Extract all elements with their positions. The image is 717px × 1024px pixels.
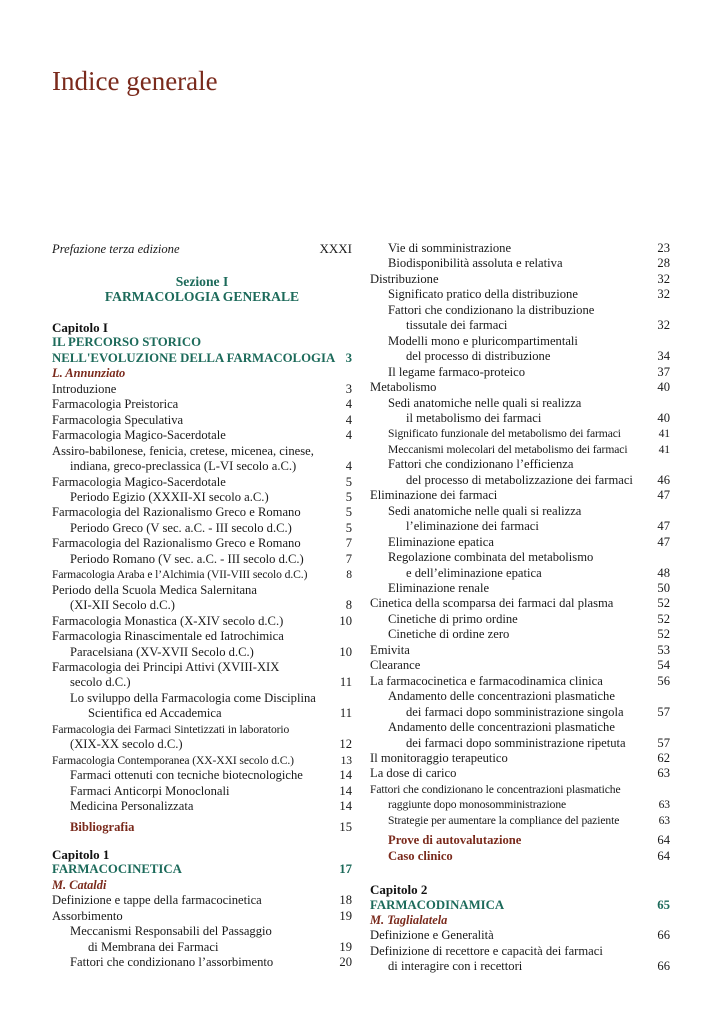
toc-entry-text: Periodo Egizio (XXXII-XI secolo a.C.) — [70, 489, 269, 504]
toc-entry — [370, 287, 670, 302]
page-number: 8 — [345, 598, 352, 613]
page-number: 5 — [345, 520, 352, 535]
toc-entry — [52, 413, 352, 428]
toc-entry — [52, 691, 352, 706]
page-number: 66 — [657, 959, 670, 974]
toc-entry-text: Andamento delle concentrazioni plasmatiche — [388, 720, 615, 735]
toc-entry — [370, 256, 670, 271]
toc-entry — [370, 241, 670, 256]
toc-entry-text: Sedi anatomiche nelle quali si realizza — [388, 395, 582, 410]
page-number: 41 — [658, 442, 670, 456]
toc-entry — [52, 924, 352, 939]
toc-entry — [52, 753, 352, 768]
toc-entry-text: Meccanismi Responsabili del Passaggio — [70, 924, 272, 939]
page-number: 14 — [339, 768, 352, 783]
toc-entry-text: Periodo Greco (V sec. a.C. - III secolo d.C.) — [70, 520, 292, 535]
page-number: 47 — [657, 519, 670, 534]
page-number: 52 — [657, 611, 670, 626]
chapter-author-text: M. Taglialatela — [370, 913, 448, 928]
toc-entry-text: Emivita — [370, 642, 410, 657]
toc-entry — [52, 552, 352, 567]
toc-entry-text: Il monitoraggio terapeutico — [370, 750, 508, 765]
toc-entry — [370, 689, 670, 704]
page-number: 32 — [657, 318, 670, 333]
page-number: 56 — [657, 673, 670, 688]
toc-entry-text: Eliminazione epatica — [388, 534, 494, 549]
toc-entry — [370, 411, 670, 426]
toc-entry-text: Lo sviluppo della Farmacologia come Disciplina — [70, 690, 316, 705]
toc-entry — [370, 303, 670, 318]
toc-entry-text: Fattori che condizionano l’assorbimento — [70, 955, 274, 970]
page-number: 19 — [339, 908, 352, 923]
page-number: 65 — [657, 897, 670, 912]
chapter-label-text: Capitolo I — [52, 320, 108, 335]
toc-entry — [52, 521, 352, 536]
toc-entry — [370, 766, 670, 781]
toc-entry-text: (XIX-XX secolo d.C.) — [70, 737, 183, 752]
toc-entry — [370, 473, 670, 488]
page-number: 4 — [345, 412, 352, 427]
toc-entry-text: Farmacologia Araba e l’Alchimia (VII-VIII secolo d.C.) — [52, 568, 308, 582]
page-number: 46 — [657, 472, 670, 487]
toc-entry — [370, 596, 670, 611]
toc-entry — [52, 660, 352, 675]
chapter-author-text: M. Cataldi — [52, 877, 107, 892]
toc-special-entry-text: Prove di autovalutazione — [388, 833, 522, 848]
page-number: 4 — [345, 428, 352, 443]
page-number: 4 — [345, 397, 352, 412]
toc-entry-text: Paracelsiana (XV-XVII Secolo d.C.) — [70, 644, 254, 659]
page-number: 19 — [339, 939, 352, 954]
toc-special-entry — [52, 820, 352, 835]
toc-entry — [52, 675, 352, 690]
toc-entry — [370, 504, 670, 519]
toc-entry-text: Medicina Personalizzata — [70, 799, 194, 814]
toc-entry-text: Farmacologia Magico-Sacerdotale — [52, 428, 226, 443]
page-number: 63 — [657, 766, 670, 781]
page-number: 12 — [339, 737, 352, 752]
chapter-title — [52, 351, 352, 366]
page-number: 47 — [657, 488, 670, 503]
toc-entry — [370, 426, 670, 441]
toc-entry-text: Regolazione combinata del metabolismo — [388, 550, 594, 565]
toc-entry-text: Significato funzionale del metabolismo dei farmaci — [388, 427, 621, 441]
toc-entry-text: Fattori che condizionano la distribuzione — [388, 302, 595, 317]
page-number: 52 — [657, 596, 670, 611]
toc-entry — [52, 722, 352, 737]
toc-entry — [370, 797, 670, 812]
page-number: 10 — [339, 613, 352, 628]
section-label-text: Sezione I — [175, 274, 229, 289]
page-number: 34 — [657, 349, 670, 364]
section-label — [52, 274, 352, 289]
toc-entry — [52, 475, 352, 490]
toc-entry — [370, 782, 670, 797]
toc-entry-text: di interagire con i recettori — [388, 959, 523, 974]
toc-entry-text: Vie di somministrazione — [388, 241, 512, 255]
toc-entry — [52, 536, 352, 551]
toc-entry-text: Introduzione — [52, 381, 117, 396]
toc-entry — [370, 581, 670, 596]
toc-entry-text: Farmacologia dei Principi Attivi (XVIII-XIX — [52, 659, 280, 674]
toc-entry — [370, 396, 670, 411]
toc-entry-text: La farmacocinetica e farmacodinamica clinica — [370, 673, 603, 688]
toc-entry-text: Clearance — [370, 658, 421, 673]
toc-entry — [52, 784, 352, 799]
page-number: 11 — [339, 675, 352, 690]
toc-entry — [52, 940, 352, 955]
toc-entry — [52, 614, 352, 629]
toc-entry — [370, 658, 670, 673]
page-number: 7 — [345, 536, 352, 551]
page-number: 63 — [658, 813, 670, 827]
page-number: 40 — [657, 410, 670, 425]
toc-entry — [52, 459, 352, 474]
chapter-title-text: IL PERCORSO STORICO — [52, 335, 202, 350]
toc-entry-text: Scientifica ed Accademica — [88, 706, 222, 721]
toc-entry-text: Significato pratico della distribuzione — [388, 287, 578, 302]
page-number: 57 — [657, 735, 670, 750]
chapter-title-text: FARMACOCINETICA — [52, 862, 182, 877]
toc-entry — [52, 909, 352, 924]
chapter-author — [52, 366, 352, 381]
page-number: 13 — [340, 753, 352, 767]
toc-entry — [52, 567, 352, 582]
toc-entry — [370, 442, 670, 457]
page-number: 18 — [339, 893, 352, 908]
page-number: 40 — [657, 380, 670, 395]
toc-entry — [370, 457, 670, 472]
page-number: 8 — [346, 568, 352, 582]
toc-entry-text: l’eliminazione dei farmaci — [406, 519, 539, 534]
page-number: XXXI — [319, 241, 352, 256]
toc-entry-text: Farmacologia Rinascimentale ed Iatrochimica — [52, 629, 284, 644]
page-number: 17 — [339, 862, 352, 877]
toc-entry — [370, 272, 670, 287]
page-number: 14 — [339, 799, 352, 814]
toc-column-left — [52, 241, 352, 971]
toc-entry-text: Biodisponibilità assoluta e relativa — [388, 256, 563, 271]
toc-entry-text: il metabolismo dei farmaci — [406, 410, 542, 425]
page-number: 63 — [658, 798, 670, 812]
page-number: 3 — [345, 381, 352, 396]
chapter-title — [52, 335, 352, 350]
page-number: 62 — [657, 750, 670, 765]
chapter-title — [370, 898, 670, 913]
toc-entry — [52, 428, 352, 443]
toc-entry — [370, 365, 670, 380]
toc-entry-text: di Membrana dei Farmaci — [88, 939, 219, 954]
chapter-label — [52, 320, 352, 335]
toc-entry-text: La dose di carico — [370, 766, 457, 781]
toc-entry — [370, 705, 670, 720]
toc-entry-text: Distribuzione — [370, 271, 439, 286]
page-number: 5 — [345, 474, 352, 489]
toc-entry-text: Farmacologia del Razionalismo Greco e Romano — [52, 505, 301, 520]
toc-entry-text: Farmacologia dei Farmaci Sintetizzati in laboratorio — [52, 722, 290, 736]
toc-entry-text: indiana, greco-preclassica (L-VI secolo a.C.) — [70, 459, 297, 474]
toc-entry — [370, 959, 670, 974]
page-number: 5 — [345, 489, 352, 504]
toc-entry-text: Periodo Romano (V sec. a.C. - III secolo d.C.) — [70, 551, 304, 566]
toc-entry-text: Farmacologia Preistorica — [52, 397, 179, 412]
toc-entry — [370, 612, 670, 627]
toc-entry-text: dei farmaci dopo somministrazione ripetuta — [406, 735, 626, 750]
toc-entry-text: Cinetiche di primo ordine — [388, 611, 518, 626]
toc-entry-text: Farmacologia Contemporanea (XX-XXI secolo d.C.) — [52, 753, 294, 767]
toc-entry — [52, 397, 352, 412]
chapter-title — [52, 862, 352, 877]
page-number: 3 — [345, 350, 352, 365]
toc-special-entry-text: Caso clinico — [388, 848, 453, 863]
preface-entry-text: Prefazione terza edizione — [52, 242, 180, 256]
chapter-author — [370, 913, 670, 928]
page-number: 28 — [657, 256, 670, 271]
page-number: 4 — [345, 459, 352, 474]
page-number: 41 — [658, 427, 670, 441]
chapter-title-text: FARMACODINAMICA — [370, 897, 505, 912]
page-number: 20 — [339, 955, 352, 970]
toc-entry-text: raggiunte dopo monosomministrazione — [388, 798, 567, 812]
toc-entry — [52, 382, 352, 397]
toc-entry-text: e dell’eliminazione epatica — [406, 565, 542, 580]
toc-entry — [370, 720, 670, 735]
toc-entry — [370, 944, 670, 959]
preface-entry — [52, 241, 352, 261]
toc-entry — [52, 737, 352, 752]
toc-entry — [52, 768, 352, 783]
toc-entry-text: tissutale dei farmaci — [406, 318, 508, 333]
page-number: 10 — [339, 644, 352, 659]
toc-entry — [370, 813, 670, 828]
page-number: 54 — [657, 658, 670, 673]
page-title: Indice generale — [52, 66, 218, 96]
page-number: 7 — [345, 551, 352, 566]
toc-entry-text: Farmacologia Magico-Sacerdotale — [52, 474, 226, 489]
page-number: 64 — [657, 848, 670, 863]
page-number: 15 — [339, 819, 352, 834]
toc-entry-text: Farmacologia del Razionalismo Greco e Romano — [52, 536, 301, 551]
toc-entry — [370, 318, 670, 333]
toc-entry-text: dei farmaci dopo somministrazione singola — [406, 704, 624, 719]
page-number: 66 — [657, 928, 670, 943]
toc-entry-text: secolo d.C.) — [70, 675, 131, 690]
page-number: 5 — [345, 505, 352, 520]
page-number: 32 — [657, 271, 670, 286]
toc-entry-text: Andamento delle concentrazioni plasmatiche — [388, 689, 615, 704]
toc-entry-text: Farmacologia Monastica (X-XIV secolo d.C.) — [52, 613, 284, 628]
toc-entry — [52, 893, 352, 908]
chapter-label-text: Capitolo 2 — [370, 882, 428, 898]
toc-entry — [370, 627, 670, 642]
toc-entry-text: Cinetica della scomparsa dei farmaci dal plasma — [370, 596, 614, 611]
toc-entry-text: Assorbimento — [52, 908, 123, 923]
toc-entry — [52, 799, 352, 814]
toc-entry — [52, 706, 352, 721]
page-number: 11 — [339, 706, 352, 721]
page-number: 52 — [657, 627, 670, 642]
toc-special-entry-text: Bibliografia — [70, 819, 135, 834]
toc-entry — [52, 505, 352, 520]
toc-entry — [370, 550, 670, 565]
toc-entry-text: Sedi anatomiche nelle quali si realizza — [388, 503, 582, 518]
page-number: 32 — [657, 287, 670, 302]
toc-entry — [370, 334, 670, 349]
toc-entry — [52, 955, 352, 970]
toc-entry-text: Meccanismi molecolari del metabolismo dei farmaci — [388, 442, 628, 456]
toc-special-entry — [370, 849, 670, 864]
toc-entry — [370, 751, 670, 766]
toc-entry — [52, 490, 352, 505]
toc-entry-text: del processo di distribuzione — [406, 349, 551, 364]
chapter-label-text: Capitolo 1 — [52, 846, 110, 862]
chapter-label — [52, 847, 352, 862]
toc-entry — [370, 566, 670, 581]
page-number: 48 — [657, 565, 670, 580]
toc-entry — [370, 535, 670, 550]
page-number: 14 — [339, 783, 352, 798]
toc-entry — [370, 736, 670, 751]
toc-entry — [370, 519, 670, 534]
toc-entry-text: Strategie per aumentare la compliance del paziente — [388, 813, 620, 827]
page-number: 47 — [657, 534, 670, 549]
page-number: 64 — [657, 833, 670, 848]
toc-entry — [370, 928, 670, 943]
toc-entry-text: Definizione di recettore e capacità dei farmaci — [370, 943, 603, 958]
page-number: 23 — [657, 241, 670, 255]
toc-entry — [52, 444, 352, 459]
section-title-text: FARMACOLOGIA GENERALE — [104, 289, 300, 304]
toc-entry-text: Metabolismo — [370, 380, 437, 395]
page-number: 37 — [657, 364, 670, 379]
page-number: 53 — [657, 642, 670, 657]
toc-entry-text: Fattori che condizionano le concentrazioni plasmatiche — [370, 782, 621, 796]
toc-entry-text: Assiro-babilonese, fenicia, cretese, micenea, cinese, — [52, 443, 314, 458]
toc-entry-text: Modelli mono e pluricompartimentali — [388, 333, 578, 348]
toc-entry-text: (XI-XII Secolo d.C.) — [70, 598, 175, 613]
toc-entry — [52, 629, 352, 644]
chapter-author — [52, 878, 352, 893]
toc-entry-text: Definizione e Generalità — [370, 928, 494, 943]
chapter-label — [370, 882, 670, 897]
toc-entry-text: Il legame farmaco-proteico — [388, 364, 526, 379]
toc-entry — [370, 643, 670, 658]
toc-entry-text: del processo di metabolizzazione dei farmaci — [406, 472, 633, 487]
toc-entry-text: Fattori che condizionano l’efficienza — [388, 457, 574, 472]
chapter-author-text: L. Annunziato — [52, 366, 126, 381]
toc-entry-text: Eliminazione dei farmaci — [370, 488, 498, 503]
section-title — [52, 289, 352, 304]
toc-entry — [370, 488, 670, 503]
toc-entry-text: Farmaci Anticorpi Monoclonali — [70, 783, 230, 798]
page-number: 57 — [657, 704, 670, 719]
toc-entry — [370, 349, 670, 364]
toc-entry — [52, 645, 352, 660]
toc-entry — [52, 598, 352, 613]
toc-entry-text: Farmaci ottenuti con tecniche biotecnologiche — [70, 768, 303, 783]
toc-entry-text: Eliminazione renale — [388, 580, 490, 595]
toc-entry-text: Periodo della Scuola Medica Salernitana — [52, 582, 257, 597]
toc-entry — [370, 674, 670, 689]
page-number: 50 — [657, 580, 670, 595]
toc-special-entry — [370, 833, 670, 848]
toc-entry-text: Definizione e tappe della farmacocinetica — [52, 893, 262, 908]
chapter-title-text: NELL'EVOLUZIONE DELLA FARMACOLOGIA — [52, 350, 336, 365]
toc-entry — [370, 380, 670, 395]
toc-entry-text: Farmacologia Speculativa — [52, 412, 184, 427]
toc-column-right — [370, 241, 670, 975]
toc-entry — [52, 583, 352, 598]
toc-entry-text: Cinetiche di ordine zero — [388, 627, 510, 642]
